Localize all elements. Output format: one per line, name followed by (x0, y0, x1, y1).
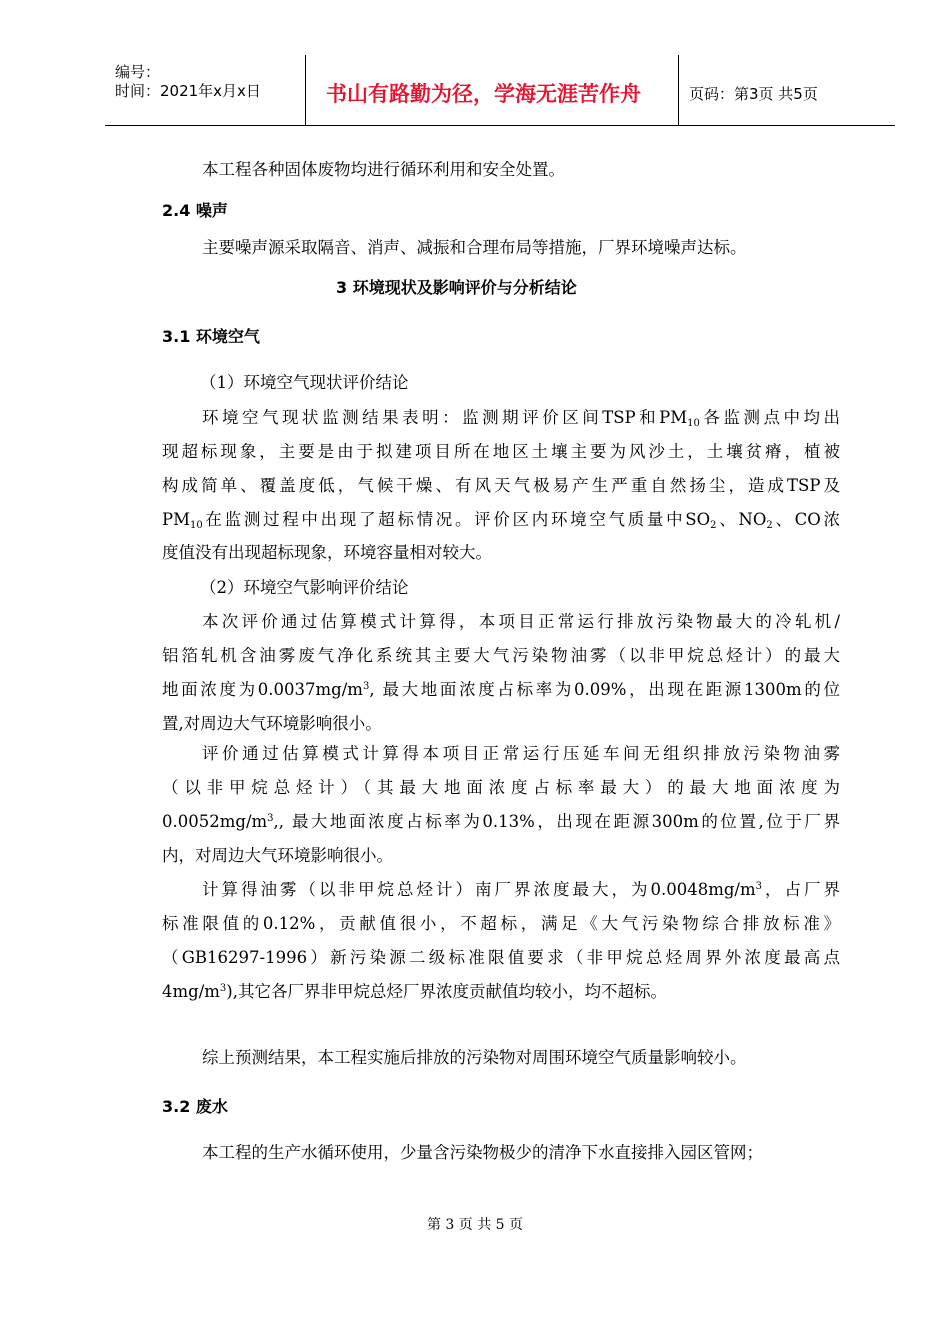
header-meta-cell (105, 55, 306, 125)
subheading-air-status: （1）环境空气现状评价结论 (200, 373, 409, 392)
impact-line-4: 置,对周边大气环境影响很小。 (162, 714, 382, 733)
calc-line-2: 标准限值的0.12%，贡献值很小，不超标，满足《大气污染物综合排放标准》 (162, 914, 840, 933)
calc-line-3: （GB16297-1996）新污染源二级标准限值要求（非甲烷总烃周界外浓度最高点 (162, 948, 840, 967)
subheading-air-impact: （2）环境空气影响评价结论 (200, 578, 409, 597)
calc-line-4: $4mg/m^3$),其它各厂界非甲烷总烃厂界浓度贡献值均较小，均不超标。 (162, 982, 667, 1001)
paragraph-wastewater: 本工程的生产水循环使用，少量含污染物极少的清净下水直接排入园区管网； (202, 1143, 763, 1162)
document-time-label: 时间：2021年x月x日 (115, 82, 261, 100)
impact-line-1: 本次评价通过估算模式计算得，本项目正常运行排放污染物最大的冷轧机/ (202, 612, 840, 631)
header-page-info: 页码：第3页 共5页 (689, 85, 818, 103)
paragraph-summary: 综上预测结果，本工程实施后排放的污染物对周围环境空气质量影响较小。 (202, 1048, 747, 1067)
impact-line-3: 地面浓度为$0.0037mg/m^3$, 最大地面浓度占标率为0.09%，出现在距源1300m的位 (162, 680, 840, 699)
heading-wastewater: 3.2 废水 (162, 1097, 228, 1116)
page-footer: 第 3 页 共 5 页 (426, 1217, 524, 1233)
page-header (105, 55, 895, 126)
air-status-line-1: 环境空气现状监测结果表明：监测期评价区间TSP和$PM_{10}$各监测点中均出 (202, 408, 840, 429)
air-status-line-3: 构成简单、覆盖度低，气候干燥、有风天气极易产生严重自然扬尘，造成TSP及 (162, 476, 840, 495)
air-status-line-4: $PM_{10}$在监测过程中出现了超标情况。评价区内环境空气质量中$SO_2$、$NO_2$、CO浓 (162, 510, 840, 531)
header-motto: 书山有路勤为径，学海无涯苦作舟 (326, 82, 641, 106)
heading-section-3: 3 环境现状及影响评价与分析结论 (336, 278, 577, 297)
document-number-label: 编号： (115, 63, 161, 81)
paragraph-noise: 主要噪声源采取隔音、消声、减振和合理布局等措施，厂界环境噪声达标。 (202, 238, 747, 257)
heading-air: 3.1 环境空气 (162, 327, 260, 346)
header-motto-cell (306, 55, 679, 125)
impact-line-2: 铝箔轧机含油雾废气净化系统其主要大气污染物油雾（以非甲烷总烃计）的最大 (162, 646, 840, 665)
evaluation-line-4: 内，对周边大气环境影响很小。 (162, 846, 393, 865)
evaluation-line-2: （以非甲烷总烃计）（其最大地面浓度占标率最大）的最大地面浓度为 (162, 778, 840, 797)
air-status-line-2: 现超标现象，主要是由于拟建项目所在地区土壤主要为风沙土，土壤贫瘠，植被 (162, 442, 840, 461)
calc-line-1: 计算得油雾（以非甲烷总烃计）南厂界浓度最大，为$0.0048mg/m^3$，占厂界 (202, 880, 840, 899)
paragraph-solid-waste: 本工程各种固体废物均进行循环利用和安全处置。 (202, 160, 565, 179)
air-status-line-5: 度值没有出现超标现象，环境容量相对较大。 (162, 543, 492, 562)
header-page-cell (679, 55, 895, 125)
evaluation-line-1: 评价通过估算模式计算得本项目正常运行压延车间无组织排放污染物油雾 (202, 744, 840, 763)
heading-noise: 2.4 噪声 (162, 201, 228, 220)
evaluation-line-3: $0.0052mg/m^3$,, 最大地面浓度占标率为0.13%，出现在距源300m的位置,位于厂界 (162, 812, 840, 831)
